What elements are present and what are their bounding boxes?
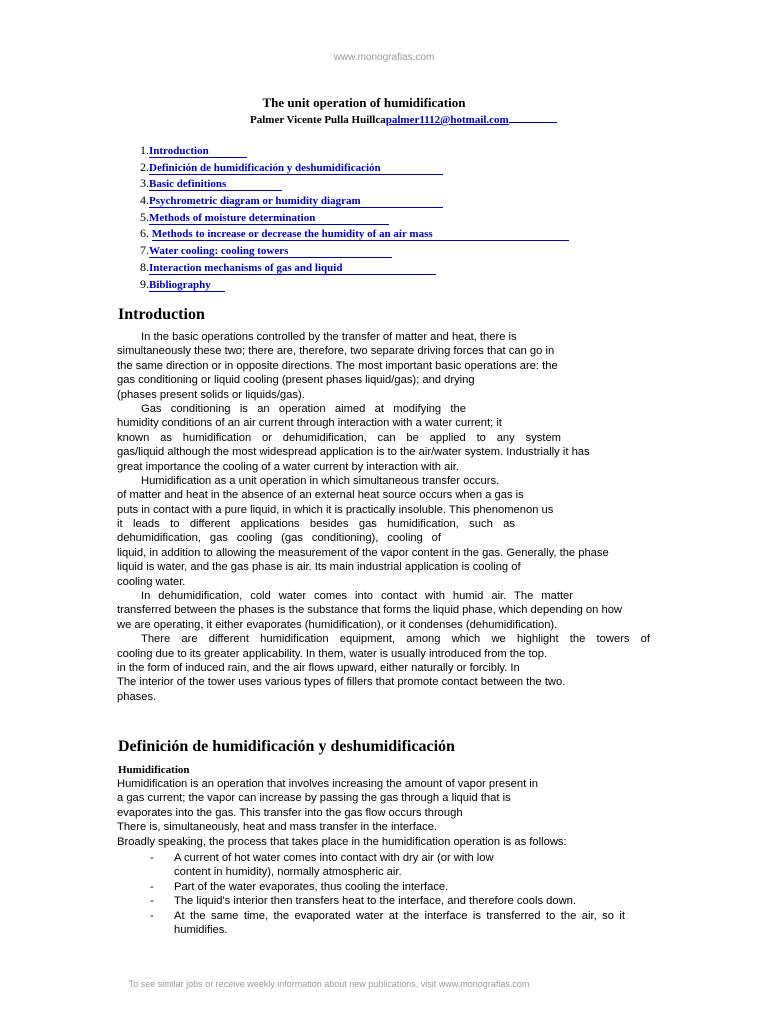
bullet-dash: - [150,880,154,893]
toc-link-introduction[interactable]: Introduction [149,145,247,158]
list-item [150,894,625,908]
text-line: In the basic operations controlled by the transfer of matter and heat, there is [141,331,517,343]
text-line: great importance the cooling of a water current by interaction with air. [117,460,460,473]
text-line: gas/liquid although the most widespread application is to the air/water system. Industrially it has [117,446,590,459]
toc-item [140,193,569,210]
toc-number: 4. [140,193,149,208]
toc-item [140,176,569,193]
text-line: liquid, in addition to allowing the measurement of the vapor content in the gas. Generally, the phase [117,546,609,559]
text-line: In dehumidification, cold water comes into contact with humid air. The matter [141,590,573,603]
toc-number: 6. [140,226,149,241]
text-line: simultaneously these two; there are, therefore, two separate driving forces that can go in [117,345,555,358]
text-line: transferred between the phases is the substance that forms the liquid phase, which depending on how [117,604,622,617]
text-line: There are different humidification equipment, among which we highlight the towers of [141,633,650,646]
text-line: cooling due to its greater applicability. In them, water is usually introduced from the top. [117,647,548,660]
introduction-body [117,330,650,704]
table-of-contents [140,143,569,293]
header-url: www.monografias.com [333,52,435,63]
section-heading-definicion: Definición de humidificación y deshumidificación [118,738,455,755]
text-line: phases. [117,690,157,703]
toc-item [140,143,569,160]
toc-number: 9. [140,276,149,291]
toc-number: 7. [140,243,149,258]
author-email-link[interactable]: palmer1112@hotmail.com [385,114,509,126]
toc-item [140,260,569,277]
text-line: we are operating, it either evaporates (humidification), or it condenses (dehumidification). [117,618,558,631]
toc-link-psychrometric-diagram[interactable]: Psychrometric diagram or humidity diagram [149,195,443,208]
bullet-dash: - [150,895,154,908]
toc-link-basic-definitions[interactable]: Basic definitions [149,178,282,191]
author-name: Palmer Vicente Pulla Huillca [250,114,386,126]
bullet-dash: - [150,909,154,922]
toc-number: 8. [140,259,149,274]
text-line: cooling water. [117,575,186,588]
toc-number: 2. [140,159,149,174]
toc-item [140,210,569,227]
text-line: it leads to different applications besides gas humidification, such as [117,518,515,531]
text-line: gas conditioning or liquid cooling (present phases liquid/gas); and drying [117,374,475,387]
text-line: of matter and heat in the absence of an external heat source occurs when a gas is [117,489,524,502]
toc-link-interaction-mechanisms[interactable]: Interaction mechanisms of gas and liquid [149,262,436,275]
text-line: evaporates into the gas. This transfer into the gas flow occurs through [117,806,463,819]
text-line: liquid is water, and the gas phase is air. Its main industrial application is cooling of [117,561,521,574]
email-underline [509,112,557,123]
process-steps-list [150,851,625,937]
text-line: puts in contact with a pure liquid, in which it is practically insoluble. This phenomenon us [117,503,554,516]
text-line: humidity conditions of an air current through interaction with a water current; it [117,417,502,430]
text-line: in the form of induced rain, and the air flows upward, either naturally or forcibly. In [117,661,520,674]
text-line: the same direction or in opposite directions. The most important basic operations are: the [117,359,558,372]
text-line: The interior of the tower uses various types of fillers that promote contact between the two. [117,676,566,689]
toc-number: 1. [140,143,149,157]
text-line: Broadly speaking, the process that takes place in the humidification operation is as follows: [117,835,567,848]
text-line: dehumidification, gas cooling (gas conditioning), cooling of [117,532,441,545]
list-item [150,880,625,894]
bullet-dash: - [150,852,154,864]
section-heading-introduction: Introduction [118,306,205,323]
toc-link-bibliography[interactable]: Bibliography [149,279,225,292]
list-item-text: At the same time, the evaporated water at the interface is transferred to the air, so it humidifies. [174,909,625,937]
toc-link-definicion[interactable]: Definición de humidificación y deshumidificación [149,162,443,175]
footer-note: To see similar jobs or receive weekly information about new publications, visit www.monografias.com [128,979,530,989]
toc-link-methods-humidity[interactable]: Methods to increase or decrease the humidity of an air mass [152,228,569,241]
toc-item [140,160,569,177]
list-item-text: A current of hot water comes into contact with dry air (or with low content in humidity), normally atmospheric air. [174,852,494,879]
text-line: Gas conditioning is an operation aimed at modifying the [141,402,466,415]
definition-body [117,777,642,849]
toc-item [140,226,569,243]
toc-number: 5. [140,209,149,224]
toc-number: 3. [140,176,149,191]
list-item-text: Part of the water evaporates, thus cooling the interface. [174,880,449,893]
text-line: There is, simultaneously, heat and mass transfer in the interface. [117,821,438,834]
author-line [250,112,557,126]
toc-link-methods-moisture[interactable]: Methods of moisture determination [149,212,389,225]
list-item [150,909,625,938]
list-item [150,851,625,880]
list-item-text: The liquid's interior then transfers heat to the interface, and therefore cools down. [174,895,577,908]
text-line: Humidification as a unit operation in which simultaneous transfer occurs. [141,474,500,487]
text-line: Humidification is an operation that involves increasing the amount of vapor present in [117,778,539,790]
text-line: (phases present solids or liquids/gas). [117,388,305,401]
document-title: The unit operation of humidification [262,95,466,110]
toc-item [140,243,569,260]
toc-item [140,277,569,294]
subheading-humidification: Humidification [118,764,190,776]
text-line: known as humidification or dehumidification, can be applied to any system [117,431,561,444]
toc-link-water-cooling[interactable]: Water cooling: cooling towers [149,245,392,258]
text-line: a gas current; the vapor can increase by passing the gas through a liquid that is [117,792,511,805]
